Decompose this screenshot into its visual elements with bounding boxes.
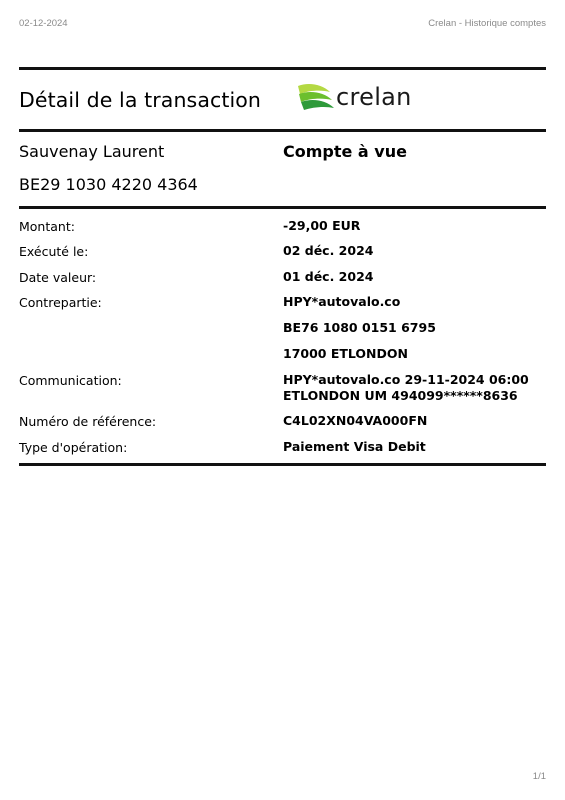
communication-label: Communication: [19, 373, 122, 388]
divider-account [19, 206, 546, 209]
divider-bottom [19, 463, 546, 466]
account-holder: Sauvenay Laurent [19, 142, 165, 161]
divider-top [19, 67, 546, 70]
reference-value: C4L02XN04VA000FN [283, 413, 428, 428]
executed-label: Exécuté le: [19, 244, 89, 259]
communication-line-1: HPY*autovalo.co 29-11-2024 06:00 [283, 372, 529, 387]
reference-label: Numéro de référence: [19, 414, 157, 429]
account-iban: BE29 1030 4220 4364 [19, 175, 198, 194]
counterparty-account: BE76 1080 0151 6795 [283, 320, 436, 335]
crelan-leaf-icon [296, 82, 338, 114]
communication-line-2: ETLONDON UM 494099******8636 [283, 388, 518, 403]
print-date: 02-12-2024 [19, 18, 68, 29]
operation-type-value: Paiement Visa Debit [283, 439, 426, 454]
divider-title [19, 129, 546, 132]
amount-value: -29,00 EUR [283, 218, 361, 233]
value-date-value: 01 déc. 2024 [283, 269, 374, 284]
account-type: Compte à vue [283, 142, 407, 161]
crelan-wordmark: crelan [336, 83, 412, 111]
executed-value: 02 déc. 2024 [283, 243, 374, 258]
amount-label: Montant: [19, 219, 75, 234]
crelan-logo [296, 80, 416, 116]
counterparty-address: 17000 ETLONDON [283, 346, 408, 361]
value-date-label: Date valeur: [19, 270, 97, 285]
counterparty-label: Contrepartie: [19, 295, 102, 310]
operation-type-label: Type d'opération: [19, 440, 128, 455]
page-number: 1/1 [532, 771, 546, 782]
print-site-title: Crelan - Historique comptes [428, 18, 546, 29]
page-title: Détail de la transaction [19, 88, 262, 112]
counterparty-name: HPY*autovalo.co [283, 294, 401, 309]
